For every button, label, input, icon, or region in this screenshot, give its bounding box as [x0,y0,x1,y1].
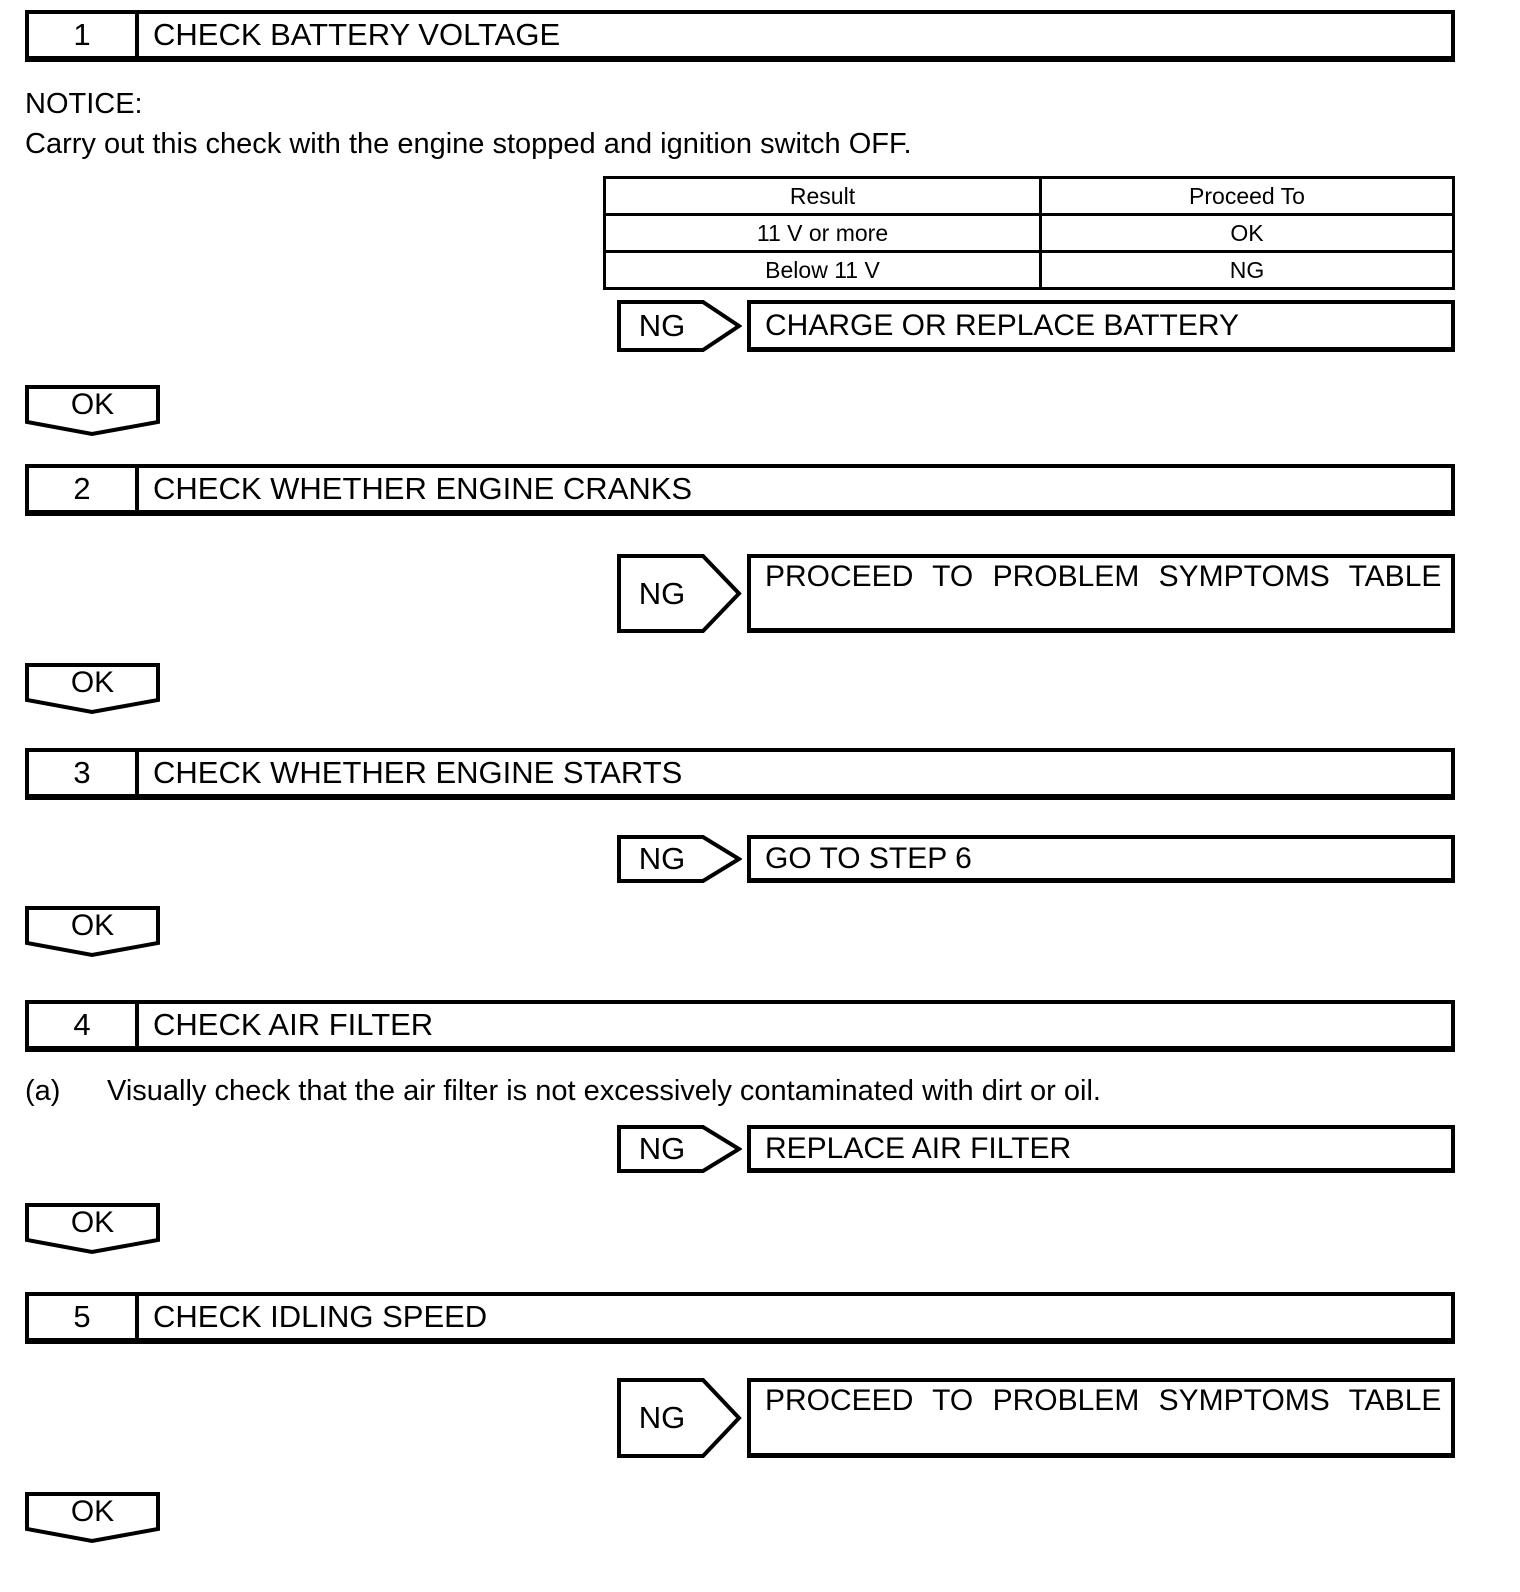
result-table-row-2 [605,252,1454,289]
ng-action-box [747,835,1455,883]
notice-text: Carry out this check with the engine stopped and ignition switch OFF. [25,128,912,160]
step-4-check-marker: (a) [25,1075,61,1107]
ok-marker-1 [25,385,160,437]
ng-branch-step-4 [617,1125,1455,1173]
result-table [603,176,1455,290]
ng-branch-step-2 [617,554,1455,633]
ng-label: NG [638,575,686,611]
ok-label: OK [70,1495,115,1528]
proceed-cell: NG [1041,252,1454,289]
step-2-title: CHECK WHETHER ENGINE CRANKS [153,471,693,506]
ng-action-label: PROCEED TO PROBLEM SYMPTOMS TABLE [765,560,1442,593]
ng-label: NG [638,1400,686,1435]
step-3-number: 3 [29,752,139,794]
notice-label: NOTICE: [25,88,143,120]
ng-branch-step-5 [617,1378,1455,1458]
step-5-header [25,1292,1455,1344]
result-table-row-1 [605,215,1454,252]
ng-label: NG [638,308,686,343]
ng-action-label: PROCEED TO PROBLEM SYMPTOMS TABLE [765,1384,1442,1417]
step-1-title: CHECK BATTERY VOLTAGE [153,17,561,52]
ng-action-box [747,554,1455,633]
ng-action-label: GO TO STEP 6 [765,841,972,875]
ok-marker-5 [25,1492,160,1544]
step-4-title: CHECK AIR FILTER [153,1007,434,1042]
ng-action-label: REPLACE AIR FILTER [765,1131,1072,1165]
ok-label: OK [70,909,115,942]
step-3-header [25,748,1455,800]
result-table-header-proceed: Proceed To [1041,178,1454,215]
ng-action-label: CHARGE OR REPLACE BATTERY [765,308,1239,342]
ng-action-box [747,1125,1455,1173]
ok-label: OK [70,388,115,421]
result-cell: 11 V or more [605,215,1041,252]
step-3-title: CHECK WHETHER ENGINE STARTS [153,755,683,790]
step-1-header [25,10,1455,62]
step-4-number: 4 [29,1004,139,1046]
ng-label: NG [638,841,686,876]
step-4-header [25,1000,1455,1052]
step-2-number: 2 [29,468,139,510]
ok-label: OK [70,666,115,699]
ng-branch-step-3 [617,835,1455,883]
result-table-header-result: Result [605,178,1041,215]
ok-marker-4 [25,1203,160,1255]
ng-action-box [747,300,1455,352]
ng-action-box [747,1378,1455,1458]
ng-branch-step-1 [617,300,1455,352]
ok-marker-3 [25,906,160,958]
result-cell: Below 11 V [605,252,1041,289]
ng-label: NG [638,1131,686,1166]
proceed-cell: OK [1041,215,1454,252]
step-5-title: CHECK IDLING SPEED [153,1299,488,1334]
step-1-number: 1 [29,14,139,56]
step-2-header [25,464,1455,516]
result-table-header-row [605,178,1454,215]
step-4-check-text: Visually check that the air filter is not excessively contaminated with dirt or oil. [107,1075,1101,1107]
ok-label: OK [70,1206,115,1239]
ok-marker-2 [25,663,160,715]
step-5-number: 5 [29,1296,139,1338]
